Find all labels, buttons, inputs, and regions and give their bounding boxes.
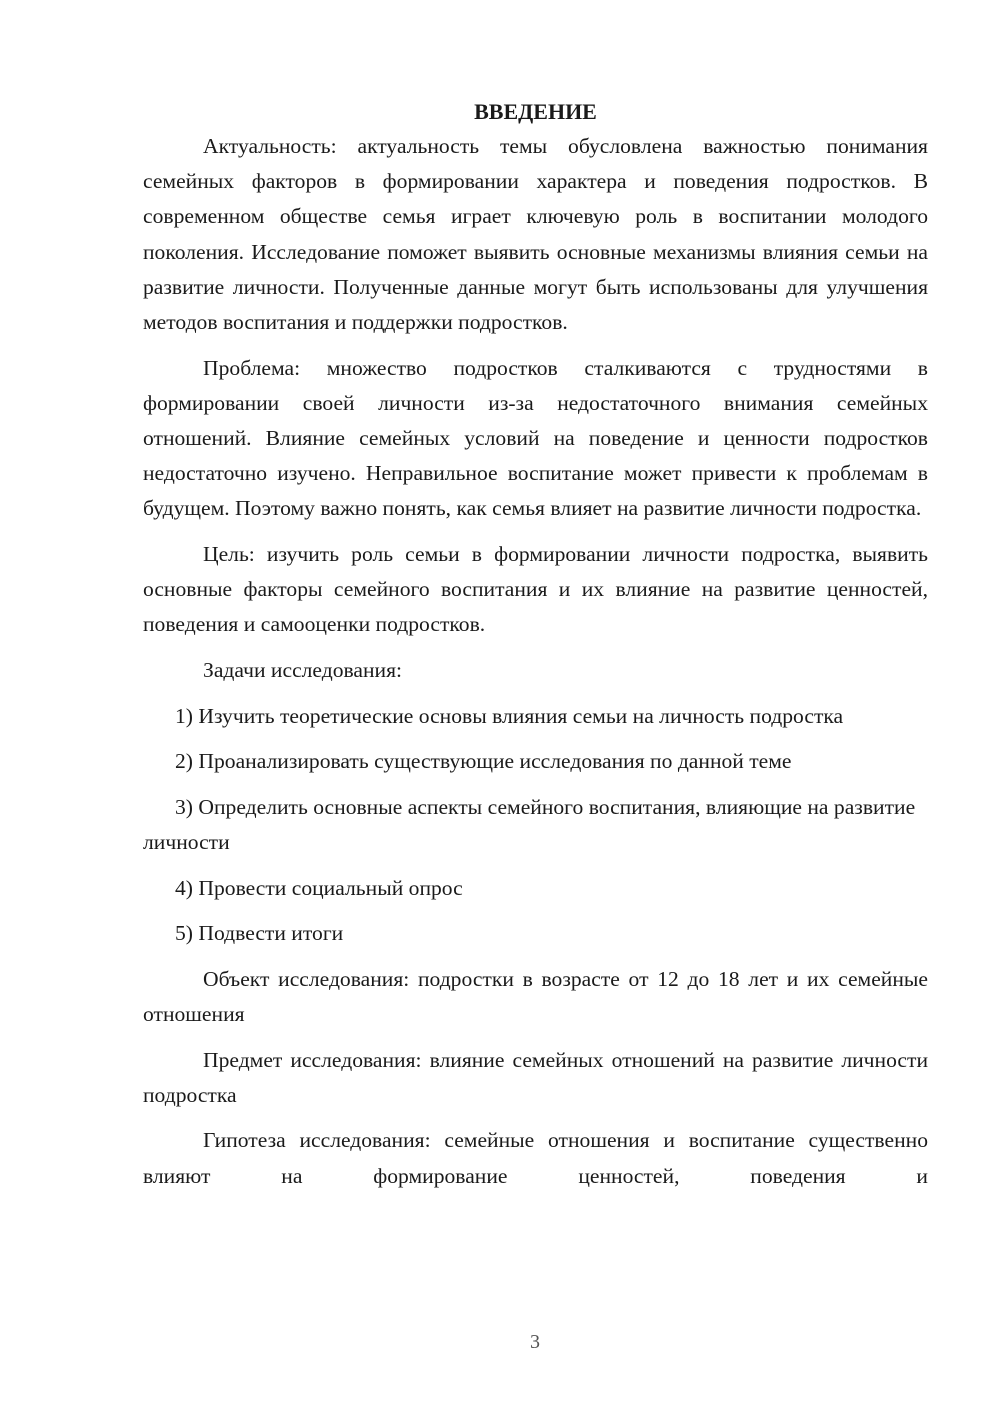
problem-paragraph: Проблема: множество подростков сталкиваются с трудностями в формировании своей личности из-за недостаточного внимания семейных отношений. Влияние семейных условий на поведение и ценности подростков недостаточно изучено. Неправильное воспитание может привести к проблемам в будущем. Поэтому важно понять, как семья влияет на развитие личности подростка. (143, 355, 928, 521)
task-item: 2) Проанализировать существующие исследования по данной теме (175, 749, 792, 774)
task-item: 5) Подвести итоги (175, 921, 344, 946)
relevance-paragraph: Актуальность: актуальность темы обусловлена важностью понимания семейных факторов в формировании характера и поведения подростков. В современном обществе семья играет ключевую роль в воспитании молодого поколения. Исследование поможет выявить основные механизмы влияния семьи на развитие личности. Полученные данные могут быть использованы для улучшения методов воспитания и поддержки подростков. (143, 134, 928, 335)
page-number: 3 (530, 1331, 540, 1353)
task-item: 3) Определить основные аспекты семейного воспитания, влияющие на развитие личности (143, 794, 916, 854)
task-item: 1) Изучить теоретические основы влияния семьи на личность подростка (175, 703, 844, 728)
tasks-heading: Задачи исследования: (203, 658, 403, 683)
subject-paragraph: Предмет исследования: влияние семейных отношений на развитие личности подростка (143, 1047, 928, 1107)
hypothesis-paragraph: Гипотеза исследования: семейные отношения и воспитание существенно влияют на формирование ценностей, поведения и (143, 1128, 928, 1188)
document-title: ВВЕДЕНИЕ (474, 99, 597, 124)
goal-paragraph: Цель: изучить роль семьи в формировании личности подростка, выявить основные факторы семейного воспитания и их влияние на развитие ценностей, поведения и самооценки подростков. (143, 542, 928, 637)
document-page (143, 94, 928, 1204)
task-item: 4) Провести социальный опрос (175, 875, 463, 900)
object-paragraph: Объект исследования: подростки в возрасте от 12 до 18 лет и их семейные отношения (143, 966, 928, 1026)
